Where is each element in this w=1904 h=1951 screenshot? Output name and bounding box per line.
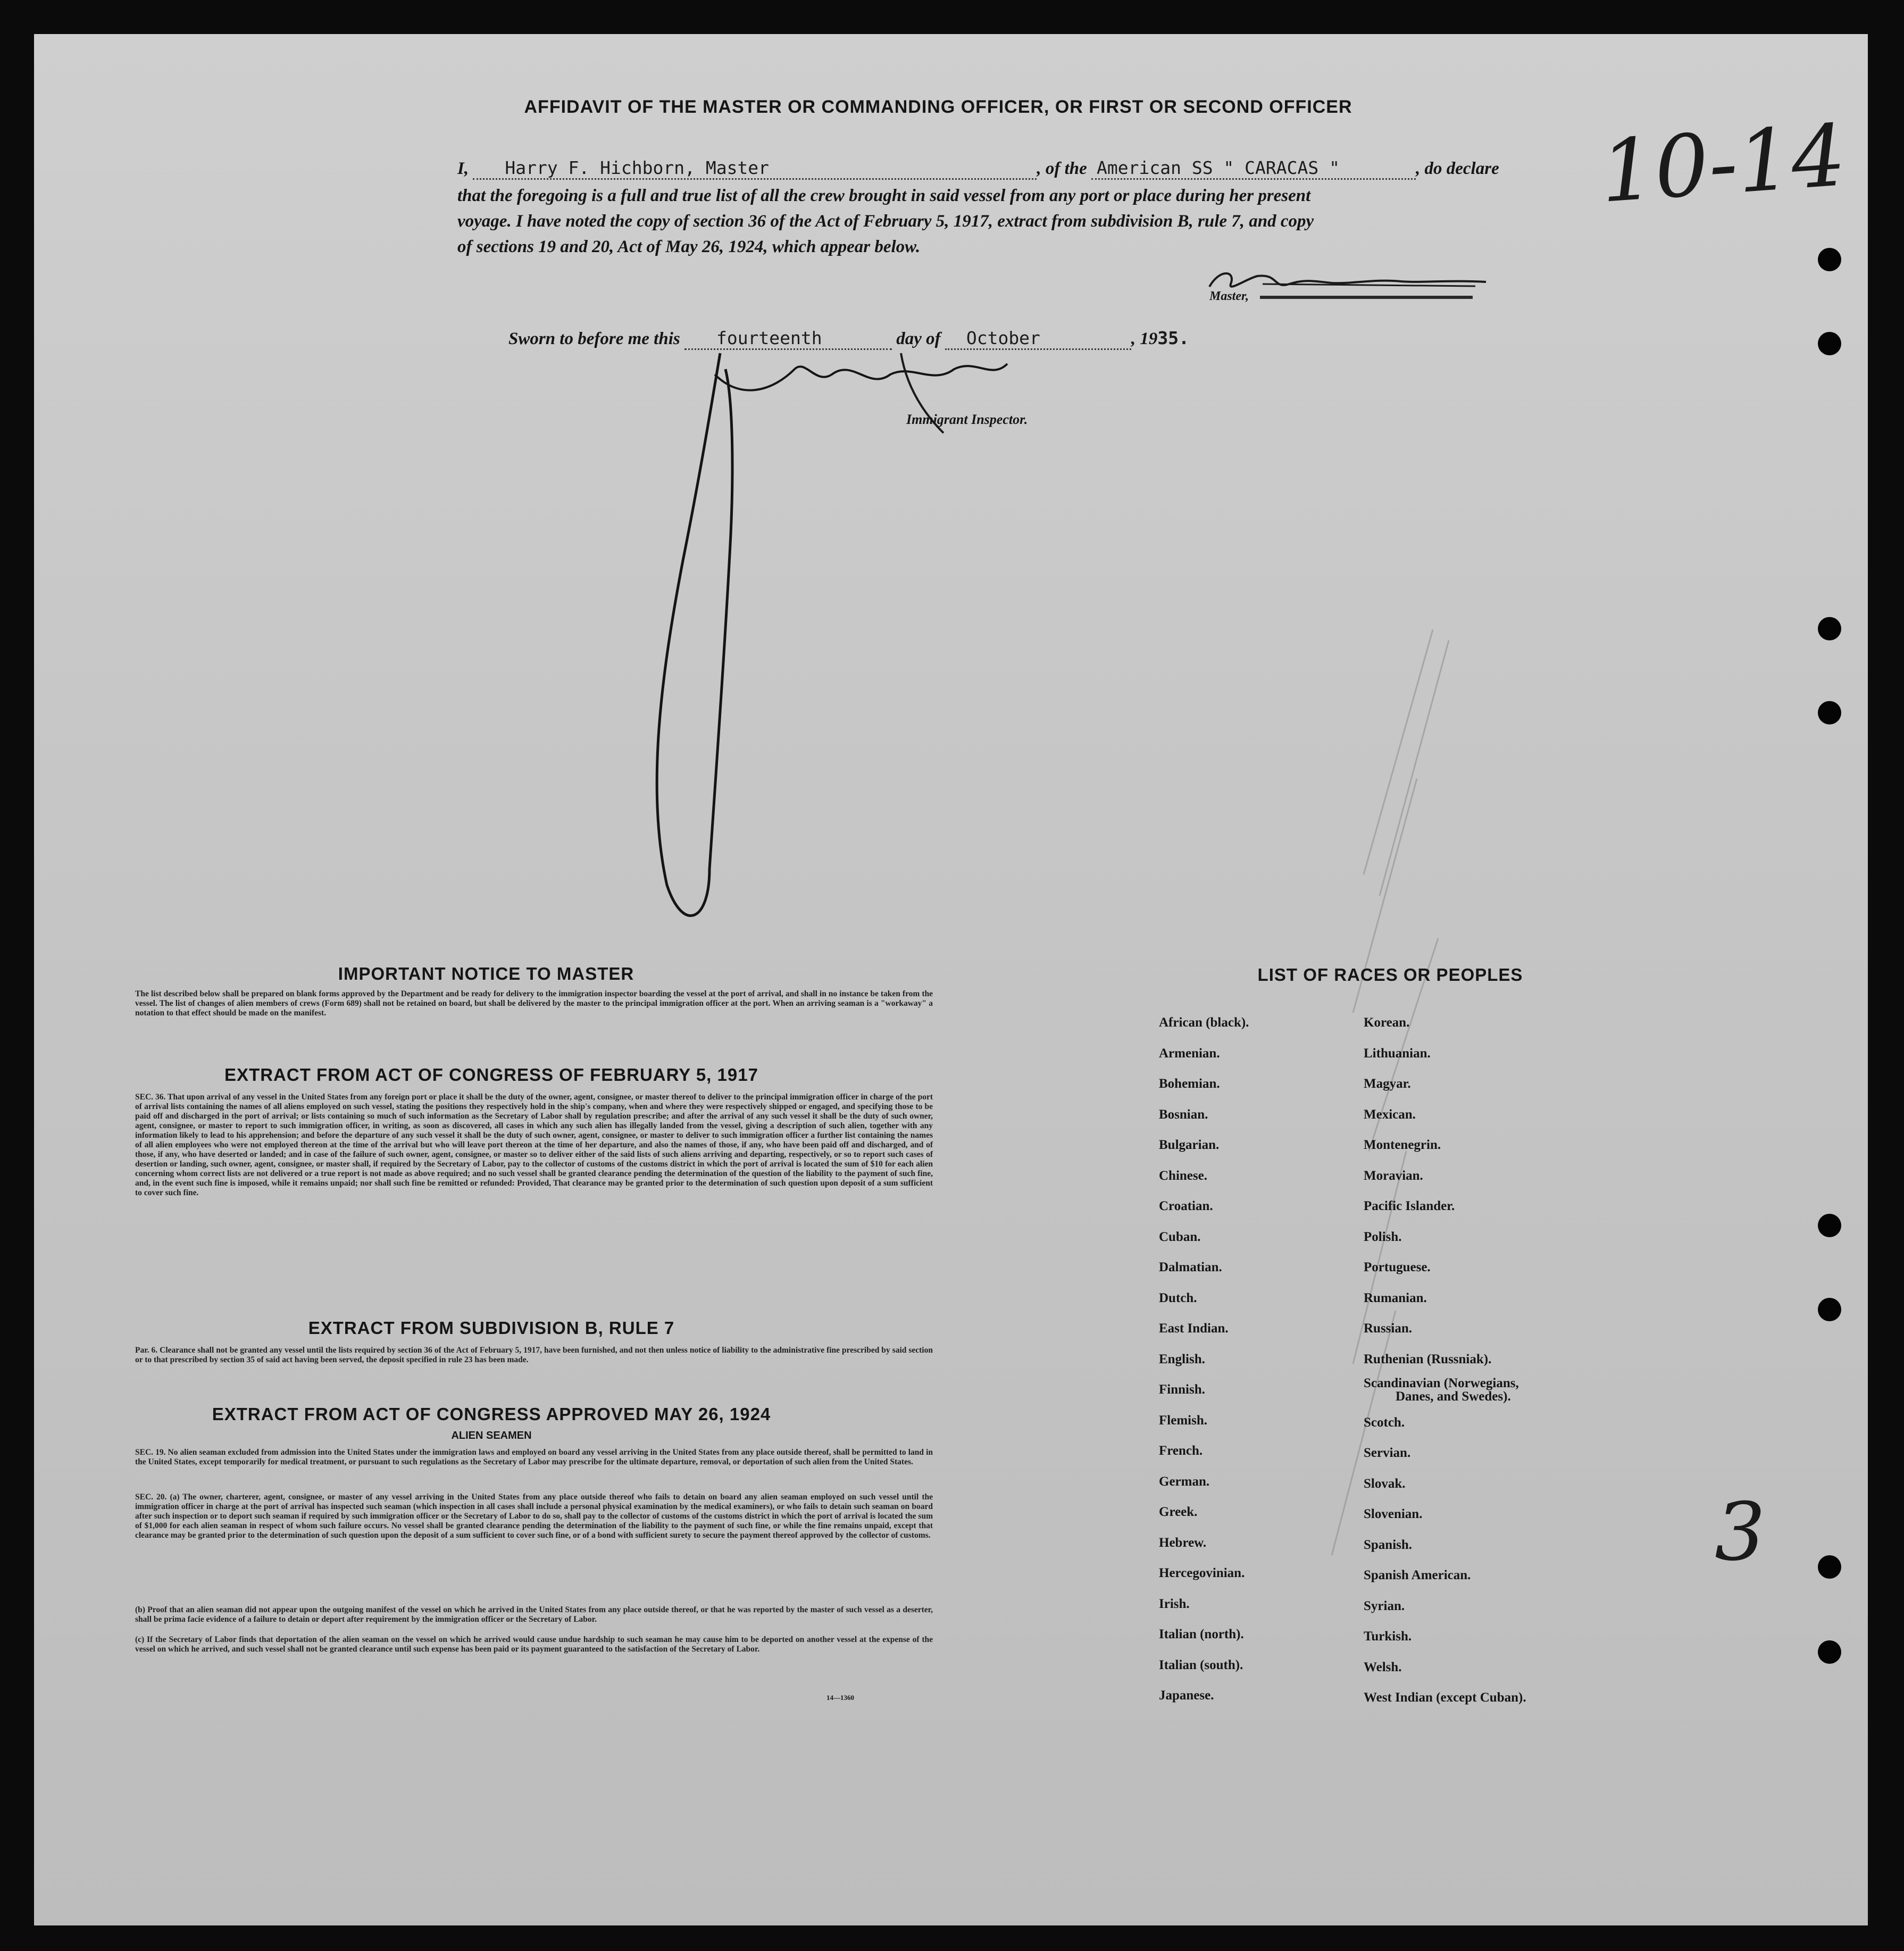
- inspector-signature: [603, 311, 1082, 933]
- sec20c-text: (c) If the Secretary of Labor finds that deportation of the alien seaman on the vessel on which he arrived would cause undue hardship to such seaman he may cause him to be deported on another vessel at the expense of the vessel on which he arrived, and such vessel shall not be granted clearance until such expense has been paid or its payment guaranteed to the satisfaction of the Secretary of Labor.: [135, 1635, 933, 1654]
- affidavit-title: AFFIDAVIT OF THE MASTER OR COMMANDING OFFICER, OR FIRST OR SECOND OFFICER: [524, 97, 1352, 117]
- race-item: Turkish.: [1364, 1629, 1412, 1644]
- race-item: German.: [1159, 1474, 1210, 1489]
- race-item: Lithuanian.: [1364, 1046, 1431, 1061]
- declaration-body-1: that the foregoing is a full and true list of all the crew brought in said vessel from any port or place during her present: [457, 186, 1311, 205]
- race-item: Montenegrin.: [1364, 1138, 1441, 1152]
- year-prefix: , 19: [1131, 329, 1158, 348]
- race-item: Italian (south).: [1159, 1657, 1243, 1672]
- sworn-month: October: [945, 328, 1131, 350]
- race-item: Spanish American.: [1364, 1568, 1471, 1582]
- race-item: Scotch.: [1364, 1415, 1405, 1430]
- sworn-label: Sworn to before me this: [508, 329, 680, 348]
- race-item: Dutch.: [1159, 1290, 1197, 1305]
- day-of-label: day of: [896, 329, 941, 348]
- sec20a-text: SEC. 20. (a) The owner, charterer, agent, consignee, or master of any vessel arriving in the United States from any place outside thereof who fails to detain on board any alien seaman employed on such vessel until the immigration officer in charge at the port of arrival has inspected such seaman (which inspection in all cases shall include a personal physical examination by the medical examiners), or who fails to detain such seaman on board after such inspection or to deport such seaman if required by such immigration officer or the Secretary of Labor to do so, shall pay to the collector of customs of the customs district in which the port of arrival is located the sum of $1,000 for each alien seaman in respect of whom such failure occurs. No vessel shall be granted clearance pending the determination of the liability to the payment of such fine, or while the fine remains unpaid, except that clearance may be granted prior to the determination of such question upon the deposit of a sum sufficient to cover such fine, or of a bond with sufficient surety to secure the payment thereof approved by the collector of customs.: [135, 1493, 933, 1540]
- extract-1917-title: EXTRACT FROM ACT OF CONGRESS OF FEBRUARY 5, 1917: [224, 1065, 758, 1085]
- race-item-scandinavian-line1: Scandinavian (Norwegians,: [1364, 1376, 1519, 1390]
- of-the-label: , of the: [1037, 159, 1087, 178]
- race-item: Cuban.: [1159, 1229, 1201, 1244]
- sworn-year: 35.: [1157, 328, 1189, 348]
- notice-text: The list described below shall be prepared on blank forms approved by the Department and be ready for delivery to the immigration inspector boarding the vessel at the port of arrival, and shall in no instance be taken from the vessel. The list of changes of alien members of crews (Form 689) shall not be retained on board, but shall be delivered by the master to the principal immigration officer at the port. When an arriving seaman is a "workaway" a notation to that effect should be made on the manifest.: [135, 989, 933, 1018]
- race-item: West Indian (except Cuban).: [1364, 1690, 1526, 1705]
- races-column-1: [1159, 1007, 1249, 1711]
- punch-hole: [1818, 1298, 1841, 1321]
- race-item: Magyar.: [1364, 1077, 1411, 1091]
- sec19-text: SEC. 19. No alien seaman excluded from admission into the United States under the immigration laws and employed on board any vessel arriving in the United States from any place outside thereof, shall be permitted to land in the United States, except temporarily for medical treatment, or pursuant to such regulations as the Secretary of Labor may prescribe for the ultimate departure, removal, or deportation of such alien from the United States.: [135, 1448, 933, 1466]
- race-item: Italian (north).: [1159, 1627, 1244, 1641]
- race-item: Slovak.: [1364, 1476, 1406, 1491]
- race-item: Welsh.: [1364, 1660, 1402, 1674]
- punch-hole: [1818, 1640, 1841, 1664]
- race-item-scandinavian: [1364, 1374, 1526, 1407]
- race-item: Syrian.: [1364, 1598, 1405, 1613]
- race-item: Finnish.: [1159, 1382, 1205, 1397]
- race-item: English.: [1159, 1352, 1205, 1366]
- inspector-label: Immigrant Inspector.: [906, 412, 1028, 427]
- master-label: Master,: [1209, 289, 1249, 303]
- extract-rule7-text: Par. 6. Clearance shall not be granted any vessel until the lists required by section 36 of the Act of February 5, 1917, have been furnished, and not then unless notice of liability to the administrative fine prescribed by said section or to that prescribed by section 35 of said act having been served, the deposit specified in rule 23 has been made.: [135, 1346, 933, 1364]
- punch-hole: [1818, 248, 1841, 271]
- punch-hole: [1818, 332, 1841, 355]
- punch-hole: [1818, 1555, 1841, 1579]
- punch-hole: [1818, 701, 1841, 724]
- races-column-2: [1364, 1007, 1526, 1713]
- race-item: Slovenian.: [1364, 1507, 1423, 1521]
- alien-seamen-subtitle: ALIEN SEAMEN: [451, 1430, 532, 1441]
- extract-rule7-title: EXTRACT FROM SUBDIVISION B, RULE 7: [308, 1318, 675, 1338]
- race-item: Hercegovinian.: [1159, 1566, 1245, 1580]
- vessel-name: American SS " CARACAS ": [1091, 157, 1416, 180]
- race-item: East Indian.: [1159, 1321, 1229, 1336]
- race-item: Servian.: [1364, 1446, 1411, 1460]
- race-item: Chinese.: [1159, 1168, 1207, 1183]
- document-page: [34, 34, 1868, 1925]
- races-title: LIST OF RACES OR PEOPLES: [1257, 965, 1523, 985]
- extract-1924-title: EXTRACT FROM ACT OF CONGRESS APPROVED MAY 26, 1924: [212, 1404, 771, 1424]
- punch-hole: [1818, 617, 1841, 640]
- master-name: Harry F. Hichborn, Master: [473, 157, 1037, 180]
- race-item: Irish.: [1159, 1596, 1190, 1611]
- race-item: Moravian.: [1364, 1168, 1423, 1183]
- race-item: French.: [1159, 1444, 1203, 1458]
- race-item: Korean.: [1364, 1015, 1410, 1030]
- race-item: Rumanian.: [1364, 1290, 1427, 1305]
- form-code: 14—1360: [826, 1694, 854, 1702]
- handwritten-page-number: 10-14: [1597, 105, 1849, 222]
- race-item: Mexican.: [1364, 1107, 1416, 1122]
- race-item: Bohemian.: [1159, 1077, 1220, 1091]
- punch-hole: [1818, 1214, 1841, 1237]
- race-item: Flemish.: [1159, 1413, 1207, 1428]
- race-item: Armenian.: [1159, 1046, 1220, 1061]
- race-item: Bosnian.: [1159, 1107, 1208, 1122]
- race-item: Bulgarian.: [1159, 1138, 1220, 1152]
- notice-title: IMPORTANT NOTICE TO MASTER: [338, 964, 634, 983]
- pronoun-i: I,: [457, 159, 469, 178]
- race-item: Portuguese.: [1364, 1260, 1431, 1274]
- race-item: Dalmatian.: [1159, 1260, 1222, 1274]
- race-item: Spanish.: [1364, 1537, 1413, 1552]
- race-item: Greek.: [1159, 1505, 1198, 1519]
- race-item: Polish.: [1364, 1229, 1402, 1244]
- race-item: Ruthenian (Russniak).: [1364, 1352, 1492, 1366]
- race-item: Croatian.: [1159, 1199, 1213, 1213]
- do-declare-label: , do declare: [1416, 159, 1499, 178]
- struck-out-title: [1260, 296, 1473, 299]
- race-item: Pacific Islander.: [1364, 1199, 1455, 1213]
- sworn-day: fourteenth: [684, 328, 892, 350]
- race-item: African (black).: [1159, 1015, 1249, 1030]
- race-item: Russian.: [1364, 1321, 1413, 1336]
- race-item: Japanese.: [1159, 1688, 1214, 1703]
- declaration-body-3: of sections 19 and 20, Act of May 26, 1924, which appear below.: [457, 237, 921, 256]
- race-item-scandinavian-line2: Danes, and Swedes).: [1396, 1389, 1511, 1404]
- declaration-line: [457, 157, 1499, 180]
- declaration-body-2: voyage. I have noted the copy of section 36 of the Act of February 5, 1917, extract from subdivision B, rule 7, and copy: [457, 212, 1314, 231]
- extract-1917-text: SEC. 36. That upon arrival of any vessel in the United States from any foreign port or place it shall be the duty of the owner, agent, consignee, or master thereof to deliver to the principal immigration officer in charge of the port of arrival lists containing the names of all aliens employed on such vessel, stating the positions they respectively hold in the ship's company, when and where they were respectively shipped or engaged, and specifying those to be paid off and discharged in the port of arrival; or lists containing so much of such information as the Secretary of Labor shall by regulation prescribe; and after the arrival of any such vessel it shall be the duty of such owner, agent, consignee, or master to report to such immigration officer, in writing, as soon as discovered, all cases in which any such alien has illegally landed from the vessel, giving a description of such alien, together with any information likely to lead to his apprehension; and before the departure of any such vessel it shall be the duty of such owner, agent, consignee, or master to deliver to such immigration officer a further list containing the names of all alien employees who were not employed thereon at the time of the arrival but who will leave port thereon at the time of her departure, and also the names of those, if any, who have been paid off and discharged, and of those, if any, who have deserted or landed; and in case of the failure of such owner, agent, consignee, or master so to deliver either of the said lists of such aliens arriving and departing, respectively, or so to report such cases of desertion or landing, such owner, agent, consignee, or master shall, if required by the Secretary of Labor, pay to the collector of customs of the customs district in which the port of arrival is located the sum of $10 for each alien concerning whom correct lists are not delivered or a true report is not made as above required; and no such vessel shall be granted clearance pending the determination of the question of the liability to the payment of such fine, and, in the event such fine is imposed, while it remains unpaid; nor shall such fine be remitted or refunded: Provided, That clearance may be granted prior to the determination of such question upon deposit of a sum sufficient to cover such fine.: [135, 1093, 933, 1197]
- sec20b-text: (b) Proof that an alien seaman did not appear upon the outgoing manifest of the vessel on which he arrived in the United States from any place outside thereof, or that he was reported by the master of such vessel as a deserter, shall be prima facie evidence of a failure to detain or deport after requirement by the immigration officer or the Secretary of Labor.: [135, 1605, 933, 1624]
- race-item: Hebrew.: [1159, 1535, 1207, 1550]
- handwritten-side-number: 3: [1715, 1486, 1766, 1579]
